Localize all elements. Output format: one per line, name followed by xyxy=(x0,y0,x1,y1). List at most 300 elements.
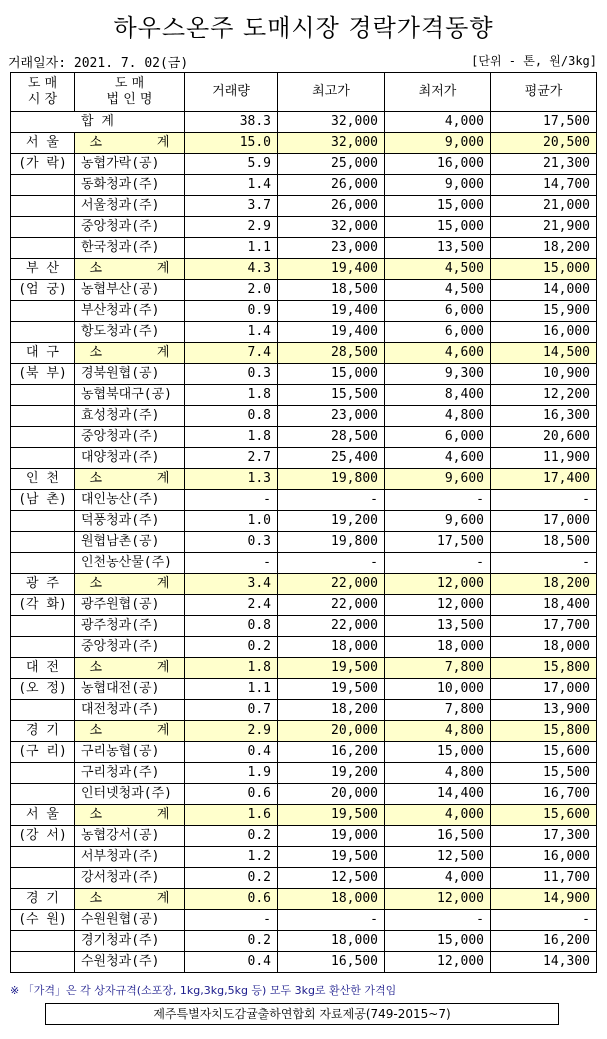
cell-max: 32,000 xyxy=(278,217,385,238)
cell-volume: 3.7 xyxy=(185,196,278,217)
cell-volume: 0.3 xyxy=(185,364,278,385)
cell-min: 12,000 xyxy=(385,889,491,910)
table-header-row xyxy=(11,73,597,112)
cell-volume: 2.9 xyxy=(185,721,278,742)
cell-max: 23,000 xyxy=(278,406,385,427)
cell-max: 18,200 xyxy=(278,700,385,721)
cell-max: - xyxy=(278,553,385,574)
table-row xyxy=(11,217,597,238)
cell-volume: 1.3 xyxy=(185,469,278,490)
corp-name: 대전청과(주) xyxy=(75,700,185,721)
table-row xyxy=(11,931,597,952)
cell-avg: 20,600 xyxy=(491,427,597,448)
market-name-cell xyxy=(11,784,75,805)
cell-min: 4,800 xyxy=(385,721,491,742)
cell-max: 15,500 xyxy=(278,385,385,406)
cell-avg: 21,900 xyxy=(491,217,597,238)
cell-avg: - xyxy=(491,553,597,574)
table-row xyxy=(11,427,597,448)
market-name-cell: 대 전 xyxy=(11,658,75,679)
market-name-cell xyxy=(11,700,75,721)
cell-volume: 0.8 xyxy=(185,406,278,427)
table-row xyxy=(11,301,597,322)
cell-max: 12,500 xyxy=(278,868,385,889)
cell-max: 16,200 xyxy=(278,742,385,763)
cell-avg: 16,000 xyxy=(491,322,597,343)
market-name-cell xyxy=(11,763,75,784)
cell-min: 16,000 xyxy=(385,154,491,175)
cell-volume: 0.4 xyxy=(185,742,278,763)
market-name-cell: (북 부) xyxy=(11,364,75,385)
cell-max: 32,000 xyxy=(278,133,385,154)
cell-min: 4,800 xyxy=(385,406,491,427)
market-name-cell xyxy=(11,616,75,637)
cell-avg: 18,500 xyxy=(491,532,597,553)
cell-volume: 0.2 xyxy=(185,637,278,658)
trade-date: 거래일자: 2021. 7. 02(금) xyxy=(8,56,189,71)
market-name-cell xyxy=(11,448,75,469)
cell-avg: 14,000 xyxy=(491,280,597,301)
market-name-cell: 경 기 xyxy=(11,721,75,742)
table-row xyxy=(11,406,597,427)
table-row xyxy=(11,910,597,931)
subtotal-row xyxy=(11,574,597,595)
header-max: 최고가 xyxy=(278,73,385,112)
corp-name: 구리청과(주) xyxy=(75,763,185,784)
market-name-cell: (강 서) xyxy=(11,826,75,847)
table-row xyxy=(11,826,597,847)
cell-min: 7,800 xyxy=(385,700,491,721)
cell-min: 6,000 xyxy=(385,301,491,322)
table-row xyxy=(11,784,597,805)
cell-volume: 1.6 xyxy=(185,805,278,826)
header-corp-line1: 도 매 xyxy=(114,76,145,91)
cell-avg: 18,000 xyxy=(491,637,597,658)
cell-avg: 15,600 xyxy=(491,805,597,826)
total-label: 합 계 xyxy=(11,112,185,133)
table-body xyxy=(11,112,597,973)
cell-min: 4,500 xyxy=(385,259,491,280)
cell-min: 9,600 xyxy=(385,469,491,490)
subtotal-row xyxy=(11,889,597,910)
cell-min: 14,400 xyxy=(385,784,491,805)
table-row xyxy=(11,616,597,637)
table-row xyxy=(11,175,597,196)
cell-avg: 15,900 xyxy=(491,301,597,322)
table-row xyxy=(11,763,597,784)
cell-min: 15,000 xyxy=(385,931,491,952)
price-table xyxy=(10,72,597,973)
cell-min: 15,000 xyxy=(385,217,491,238)
cell-avg: 17,000 xyxy=(491,679,597,700)
cell-volume: 0.3 xyxy=(185,532,278,553)
market-name-cell: (남 촌) xyxy=(11,490,75,511)
cell-min: 9,600 xyxy=(385,511,491,532)
table-row xyxy=(11,952,597,973)
page-title: 하우스온주 도매시장 경락가격동향 xyxy=(113,14,494,42)
header-market xyxy=(11,73,75,112)
cell-min: 13,500 xyxy=(385,238,491,259)
cell-volume: 1.4 xyxy=(185,322,278,343)
cell-avg: 14,700 xyxy=(491,175,597,196)
cell-min: - xyxy=(385,910,491,931)
table-row xyxy=(11,700,597,721)
corp-name: 항도청과(주) xyxy=(75,322,185,343)
market-name-cell: 광 주 xyxy=(11,574,75,595)
cell-volume: 0.8 xyxy=(185,616,278,637)
cell-min: 4,800 xyxy=(385,763,491,784)
subtotal-label: 소 계 xyxy=(75,343,185,364)
cell-min: 10,000 xyxy=(385,679,491,700)
cell-min: 12,000 xyxy=(385,952,491,973)
cell-avg: 13,900 xyxy=(491,700,597,721)
cell-max: 25,400 xyxy=(278,448,385,469)
market-name-cell: 부 산 xyxy=(11,259,75,280)
market-name-cell: 대 구 xyxy=(11,343,75,364)
cell-avg: 17,700 xyxy=(491,616,597,637)
cell-volume: 0.2 xyxy=(185,826,278,847)
cell-volume: 1.1 xyxy=(185,679,278,700)
market-name-cell xyxy=(11,553,75,574)
market-name-cell xyxy=(11,427,75,448)
cell-min: 9,000 xyxy=(385,133,491,154)
cell-avg: 15,500 xyxy=(491,763,597,784)
cell-min: 4,600 xyxy=(385,448,491,469)
subtotal-row xyxy=(11,658,597,679)
market-name-cell xyxy=(11,511,75,532)
cell-volume: 2.0 xyxy=(185,280,278,301)
market-name-cell xyxy=(11,847,75,868)
market-name-cell: 경 기 xyxy=(11,889,75,910)
corp-name: 동화청과(주) xyxy=(75,175,185,196)
cell-volume: 0.2 xyxy=(185,868,278,889)
market-name-cell xyxy=(11,406,75,427)
corp-name: 농협대전(공) xyxy=(75,679,185,700)
cell-max: 19,800 xyxy=(278,532,385,553)
cell-max: - xyxy=(278,490,385,511)
cell-volume: 2.7 xyxy=(185,448,278,469)
cell-volume: 0.6 xyxy=(185,784,278,805)
cell-min: 18,000 xyxy=(385,637,491,658)
cell-volume: 1.4 xyxy=(185,175,278,196)
cell-max: 19,500 xyxy=(278,847,385,868)
corp-name: 한국청과(주) xyxy=(75,238,185,259)
market-name-cell xyxy=(11,532,75,553)
cell-min: 6,000 xyxy=(385,427,491,448)
cell-max: 23,000 xyxy=(278,238,385,259)
market-name-cell: (오 정) xyxy=(11,679,75,700)
corp-name: 부산청과(주) xyxy=(75,301,185,322)
header-avg: 평균가 xyxy=(491,73,597,112)
cell-volume: 0.2 xyxy=(185,931,278,952)
footnote: ※ 「가격」은 각 상자규격(소포장, 1kg,3kg,5kg 등) 모두 3kg로 환산한 가격임 xyxy=(10,984,397,997)
cell-avg: 18,200 xyxy=(491,574,597,595)
cell-avg: 18,200 xyxy=(491,238,597,259)
header-min: 최저가 xyxy=(385,73,491,112)
cell-volume: 5.9 xyxy=(185,154,278,175)
table-row xyxy=(11,448,597,469)
subtotal-row xyxy=(11,721,597,742)
cell-avg: 17,000 xyxy=(491,511,597,532)
table-row xyxy=(11,490,597,511)
corp-name: 중앙청과(주) xyxy=(75,217,185,238)
corp-name: 강서청과(주) xyxy=(75,868,185,889)
cell-avg: 14,300 xyxy=(491,952,597,973)
cell-volume: 0.9 xyxy=(185,301,278,322)
cell-volume: 1.9 xyxy=(185,763,278,784)
cell-min: 4,000 xyxy=(385,805,491,826)
subtotal-label: 소 계 xyxy=(75,889,185,910)
cell-volume: - xyxy=(185,553,278,574)
cell-volume: - xyxy=(185,490,278,511)
table-row xyxy=(11,742,597,763)
cell-max: 19,200 xyxy=(278,511,385,532)
cell-max: 20,000 xyxy=(278,721,385,742)
cell-max: 16,500 xyxy=(278,952,385,973)
corp-name: 중앙청과(주) xyxy=(75,427,185,448)
cell-avg: 15,600 xyxy=(491,742,597,763)
table-row xyxy=(11,280,597,301)
corp-name: 중앙청과(주) xyxy=(75,637,185,658)
market-name-cell xyxy=(11,238,75,259)
cell-max: 22,000 xyxy=(278,574,385,595)
market-name-cell xyxy=(11,952,75,973)
cell-avg: 16,200 xyxy=(491,931,597,952)
market-name-cell xyxy=(11,217,75,238)
cell-min: 4,000 xyxy=(385,868,491,889)
cell-avg: 14,500 xyxy=(491,343,597,364)
cell-avg: 12,200 xyxy=(491,385,597,406)
corp-name: 대인농산(주) xyxy=(75,490,185,511)
cell-max: 19,000 xyxy=(278,826,385,847)
cell-max: 18,000 xyxy=(278,637,385,658)
cell-min: 9,000 xyxy=(385,175,491,196)
table-row xyxy=(11,679,597,700)
corp-name: 덕풍청과(주) xyxy=(75,511,185,532)
corp-name: 광주청과(주) xyxy=(75,616,185,637)
table-row xyxy=(11,154,597,175)
cell-avg: - xyxy=(491,910,597,931)
subtotal-label: 소 계 xyxy=(75,133,185,154)
cell-avg: 15,800 xyxy=(491,658,597,679)
cell-avg: 17,300 xyxy=(491,826,597,847)
cell-min: 12,500 xyxy=(385,847,491,868)
cell-min: 9,300 xyxy=(385,364,491,385)
cell-min: 16,500 xyxy=(385,826,491,847)
corp-name: 수원원협(공) xyxy=(75,910,185,931)
header-market-line1: 도 매 xyxy=(27,76,58,91)
table-row xyxy=(11,637,597,658)
corp-name: 농협강서(공) xyxy=(75,826,185,847)
cell-avg: - xyxy=(491,490,597,511)
corp-name: 구리농협(공) xyxy=(75,742,185,763)
cell-volume: 7.4 xyxy=(185,343,278,364)
cell-avg: 16,700 xyxy=(491,784,597,805)
corp-name: 광주원협(공) xyxy=(75,595,185,616)
market-name-cell: (수 원) xyxy=(11,910,75,931)
cell-volume: 1.1 xyxy=(185,238,278,259)
total-volume: 38.3 xyxy=(185,112,278,133)
cell-volume: 0.6 xyxy=(185,889,278,910)
subtotal-row xyxy=(11,343,597,364)
corp-name: 경북원협(공) xyxy=(75,364,185,385)
total-min: 4,000 xyxy=(385,112,491,133)
corp-name: 농협북대구(공) xyxy=(75,385,185,406)
header-corp-line2: 법 인 명 xyxy=(106,92,153,107)
unit-label: [단위 - 톤, 원/3kg] xyxy=(471,54,597,68)
header-corp xyxy=(75,73,185,112)
cell-avg: 21,000 xyxy=(491,196,597,217)
cell-max: 25,000 xyxy=(278,154,385,175)
cell-avg: 11,700 xyxy=(491,868,597,889)
cell-max: 22,000 xyxy=(278,616,385,637)
table-row xyxy=(11,532,597,553)
cell-max: 18,000 xyxy=(278,889,385,910)
cell-volume: 0.4 xyxy=(185,952,278,973)
market-name-cell: 서 울 xyxy=(11,805,75,826)
cell-max: 19,400 xyxy=(278,259,385,280)
cell-max: 18,500 xyxy=(278,280,385,301)
cell-min: 17,500 xyxy=(385,532,491,553)
cell-min: 8,400 xyxy=(385,385,491,406)
market-name-cell xyxy=(11,196,75,217)
cell-avg: 20,500 xyxy=(491,133,597,154)
table-row xyxy=(11,385,597,406)
cell-min: 12,000 xyxy=(385,595,491,616)
market-name-cell xyxy=(11,931,75,952)
corp-name: 효성청과(주) xyxy=(75,406,185,427)
market-name-cell: (각 화) xyxy=(11,595,75,616)
cell-avg: 17,400 xyxy=(491,469,597,490)
cell-volume: 1.8 xyxy=(185,427,278,448)
cell-avg: 15,800 xyxy=(491,721,597,742)
cell-volume: 2.9 xyxy=(185,217,278,238)
cell-volume: - xyxy=(185,910,278,931)
table-row xyxy=(11,196,597,217)
subtotal-row xyxy=(11,133,597,154)
cell-volume: 15.0 xyxy=(185,133,278,154)
subtotal-row xyxy=(11,259,597,280)
cell-volume: 1.8 xyxy=(185,385,278,406)
cell-max: 22,000 xyxy=(278,595,385,616)
cell-max: 19,500 xyxy=(278,679,385,700)
market-name-cell: (가 락) xyxy=(11,154,75,175)
cell-avg: 18,400 xyxy=(491,595,597,616)
cell-max: 19,500 xyxy=(278,805,385,826)
cell-volume: 0.7 xyxy=(185,700,278,721)
cell-max: 26,000 xyxy=(278,196,385,217)
market-name-cell: 인 천 xyxy=(11,469,75,490)
cell-volume: 1.2 xyxy=(185,847,278,868)
corp-name: 농협부산(공) xyxy=(75,280,185,301)
table-row xyxy=(11,868,597,889)
corp-name: 대양청과(주) xyxy=(75,448,185,469)
cell-volume: 2.4 xyxy=(185,595,278,616)
cell-max: 18,000 xyxy=(278,931,385,952)
header-volume: 거래량 xyxy=(185,73,278,112)
cell-max: 15,000 xyxy=(278,364,385,385)
table-row xyxy=(11,847,597,868)
corp-name: 경기청과(주) xyxy=(75,931,185,952)
cell-avg: 21,300 xyxy=(491,154,597,175)
header-market-line2: 시 장 xyxy=(27,92,58,107)
source-credit: 제주특별자치도감귤출하연합회 자료제공(749-2015~7) xyxy=(45,1003,559,1025)
cell-min: - xyxy=(385,490,491,511)
market-name-cell: (엄 궁) xyxy=(11,280,75,301)
subtotal-row xyxy=(11,805,597,826)
table-row xyxy=(11,322,597,343)
cell-min: 12,000 xyxy=(385,574,491,595)
subtotal-label: 소 계 xyxy=(75,259,185,280)
market-name-cell xyxy=(11,385,75,406)
cell-min: 4,500 xyxy=(385,280,491,301)
corp-name: 인천농산물(주) xyxy=(75,553,185,574)
cell-avg: 10,900 xyxy=(491,364,597,385)
corp-name: 농협가락(공) xyxy=(75,154,185,175)
corp-name: 서부청과(주) xyxy=(75,847,185,868)
market-name-cell xyxy=(11,175,75,196)
cell-avg: 16,300 xyxy=(491,406,597,427)
market-name-cell xyxy=(11,301,75,322)
cell-max: 19,500 xyxy=(278,658,385,679)
corp-name: 수원청과(주) xyxy=(75,952,185,973)
subtotal-label: 소 계 xyxy=(75,721,185,742)
cell-max: 28,500 xyxy=(278,343,385,364)
cell-min: 7,800 xyxy=(385,658,491,679)
market-name-cell xyxy=(11,322,75,343)
cell-min: 15,000 xyxy=(385,196,491,217)
subtotal-label: 소 계 xyxy=(75,805,185,826)
cell-avg: 14,900 xyxy=(491,889,597,910)
cell-max: 19,200 xyxy=(278,763,385,784)
total-row xyxy=(11,112,597,133)
table-row xyxy=(11,238,597,259)
subtotal-row xyxy=(11,469,597,490)
cell-avg: 15,000 xyxy=(491,259,597,280)
cell-max: 20,000 xyxy=(278,784,385,805)
corp-name: 서울청과(주) xyxy=(75,196,185,217)
cell-max: - xyxy=(278,910,385,931)
subtotal-label: 소 계 xyxy=(75,658,185,679)
cell-volume: 1.0 xyxy=(185,511,278,532)
table-row xyxy=(11,511,597,532)
cell-min: 13,500 xyxy=(385,616,491,637)
corp-name: 인터넷청과(주) xyxy=(75,784,185,805)
cell-max: 28,500 xyxy=(278,427,385,448)
total-max: 32,000 xyxy=(278,112,385,133)
cell-min: 15,000 xyxy=(385,742,491,763)
subtotal-label: 소 계 xyxy=(75,574,185,595)
market-name-cell xyxy=(11,868,75,889)
cell-volume: 4.3 xyxy=(185,259,278,280)
table-row xyxy=(11,595,597,616)
cell-min: - xyxy=(385,553,491,574)
cell-max: 19,800 xyxy=(278,469,385,490)
cell-avg: 16,000 xyxy=(491,847,597,868)
market-name-cell: (구 리) xyxy=(11,742,75,763)
cell-max: 26,000 xyxy=(278,175,385,196)
cell-volume: 1.8 xyxy=(185,658,278,679)
total-avg: 17,500 xyxy=(491,112,597,133)
cell-max: 19,400 xyxy=(278,322,385,343)
cell-max: 19,400 xyxy=(278,301,385,322)
corp-name: 원협남촌(공) xyxy=(75,532,185,553)
cell-volume: 3.4 xyxy=(185,574,278,595)
market-name-cell xyxy=(11,637,75,658)
cell-min: 6,000 xyxy=(385,322,491,343)
cell-min: 4,600 xyxy=(385,343,491,364)
cell-avg: 11,900 xyxy=(491,448,597,469)
